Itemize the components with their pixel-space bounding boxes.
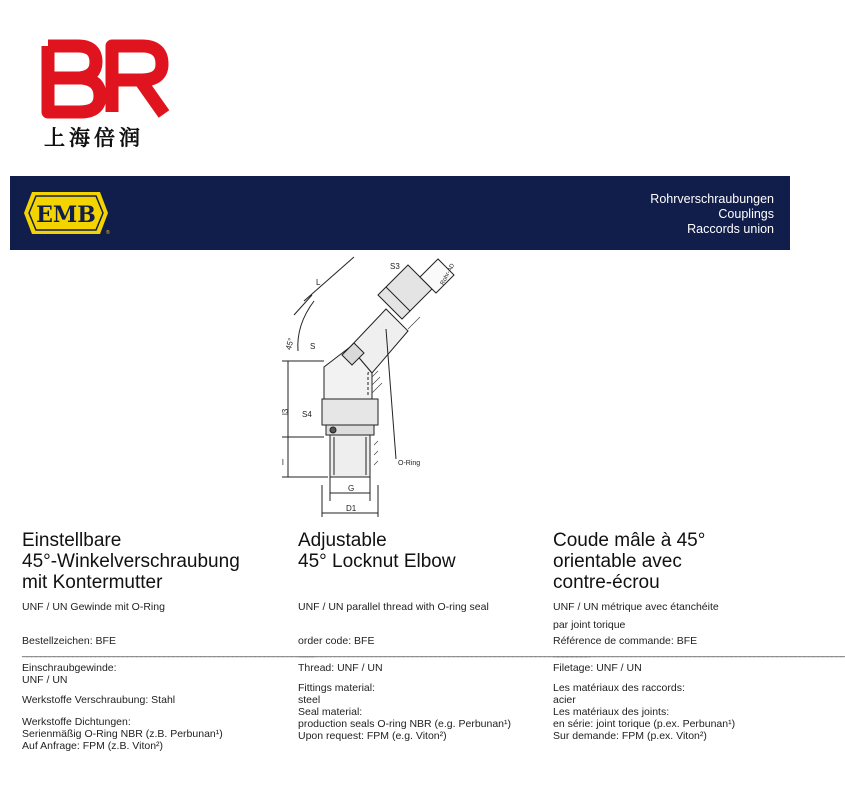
label-d1: D1 — [346, 504, 357, 513]
french-fittings-label: Les matériaux des raccords: — [553, 682, 685, 694]
company-name: 上海倍润 — [44, 126, 144, 150]
english-title-2: 45° Locknut Elbow — [298, 551, 456, 572]
german-seals-standard: Serienmäßig O-Ring NBR (z.B. Perbunan¹) — [22, 728, 223, 740]
english-fittings-value: steel — [298, 694, 321, 706]
label-l: l — [282, 458, 284, 467]
french-title-1: Coude mâle à 45° — [553, 530, 706, 551]
label-s: S — [310, 342, 316, 351]
german-thread-label: Einschraubgewinde: — [22, 662, 117, 674]
french-order-code: Référence de commande: BFE — [553, 635, 698, 647]
french-column — [553, 530, 845, 742]
label-s3: S3 — [390, 262, 400, 271]
english-seal-label: Seal material: — [298, 706, 363, 718]
english-thread-line: UNF / UN parallel thread with O-ring seal — [298, 601, 489, 613]
french-title-2: orientable avec — [553, 551, 682, 572]
english-order-code: order code: BFE — [298, 635, 375, 647]
label-oring: O-Ring — [398, 460, 421, 467]
label-rohr: Rohr-AD — [439, 262, 457, 287]
label-g: G — [348, 484, 355, 493]
br-logo — [40, 38, 170, 120]
banner-text-fr: Raccords union — [687, 222, 774, 236]
german-title-3: mit Kontermutter — [22, 572, 163, 593]
french-seal-label: Les matériaux des joints: — [553, 706, 670, 718]
english-seal-standard: production seals O-ring NBR (e.g. Perbunan¹) — [298, 718, 512, 730]
english-fittings-label: Fittings material: — [298, 682, 376, 694]
german-order-code: Bestellzeichen: BFE — [22, 635, 116, 647]
label-s4: S4 — [302, 410, 312, 419]
banner-text-de: Rohrverschraubungen — [650, 192, 774, 206]
english-rule: ________________________________________________________________ — [298, 647, 590, 658]
french-title-3: contre-écrou — [553, 572, 660, 593]
english-title-1: Adjustable — [298, 530, 387, 551]
german-seals-request: Auf Anfrage: FPM (z.B. Viton²) — [22, 740, 164, 752]
german-title-2: 45°-Winkelverschraubung — [22, 551, 240, 572]
english-seal-request: Upon request: FPM (e.g. Viton²) — [298, 730, 447, 742]
french-seal-request: Sur demande: FPM (p.ex. Viton²) — [553, 730, 707, 742]
german-thread-line: UNF / UN Gewinde mit O-Ring — [22, 601, 165, 613]
french-thread-line: UNF / UN métrique avec étanchéite — [553, 601, 719, 613]
french-thread-line-2: par joint torique — [553, 619, 626, 631]
german-rule: ________________________________________________________________ — [22, 647, 314, 658]
emb-logo — [22, 190, 110, 236]
german-title-1: Einstellbare — [22, 530, 122, 551]
german-material: Werkstoffe Verschraubung: Stahl — [22, 694, 176, 706]
label-angle: 45° — [283, 336, 296, 351]
banner-text-en: Couplings — [718, 207, 774, 221]
label-l3: l3 — [281, 408, 290, 415]
french-fittings-value: acier — [553, 694, 576, 706]
german-seals-title: Werkstoffe Dichtungen: — [22, 716, 131, 728]
svg-text:®: ® — [106, 230, 110, 236]
french-seal-standard: en série: joint torique (p.ex. Perbunan¹) — [553, 718, 736, 730]
svg-text:EMB: EMB — [36, 202, 96, 228]
label-L: L — [316, 278, 321, 287]
elbow-technical-drawing — [268, 255, 468, 520]
german-thread-value: UNF / UN — [22, 674, 68, 686]
french-rule: ________________________________________________________________ — [553, 647, 845, 658]
french-thread: Filetage: UNF / UN — [553, 662, 642, 674]
english-thread: Thread: UNF / UN — [298, 662, 383, 674]
header-banner — [10, 176, 790, 250]
